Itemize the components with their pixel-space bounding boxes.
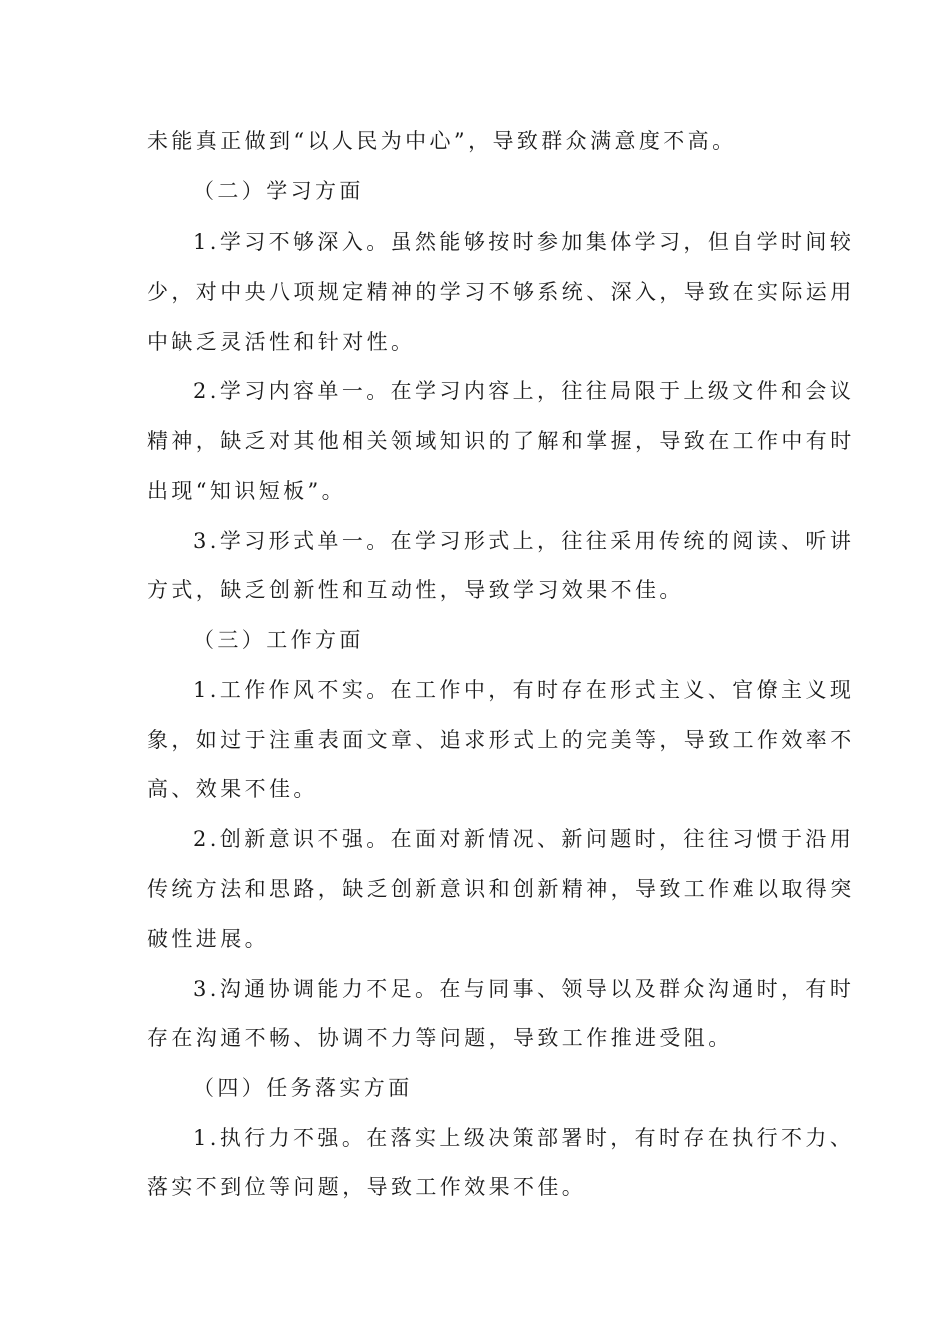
paragraph-line: 1.执行力不强。在落实上级决策部署时，有时存在执行不力、 [193, 1126, 855, 1150]
paragraph-line: 3.沟通协调能力不足。在与同事、领导以及群众沟通时，有时 [193, 977, 855, 1001]
paragraph-line: 方式，缺乏创新性和互动性，导致学习效果不佳。 [147, 578, 684, 602]
paragraph-line: 1.学习不够深入。虽然能够按时参加集体学习，但自学时间较 [193, 230, 855, 254]
paragraph-line: 存在沟通不畅、协调不力等问题，导致工作推进受阻。 [147, 1026, 733, 1050]
paragraph-line: 落实不到位等问题，导致工作效果不佳。 [147, 1175, 587, 1199]
section-heading: （三）工作方面 [193, 628, 364, 652]
paragraph-line: 2.学习内容单一。在学习内容上，往往局限于上级文件和会议 [193, 379, 855, 403]
paragraph-line: 2.创新意识不强。在面对新情况、新问题时，往往习惯于沿用 [193, 827, 855, 851]
paragraph-line: 中缺乏灵活性和针对性。 [147, 330, 416, 354]
section-heading: （四）任务落实方面 [193, 1076, 413, 1100]
paragraph-line: 出现“知识短板”。 [147, 479, 347, 503]
paragraph-line: 少，对中央八项规定精神的学习不够系统、深入，导致在实际运用 [147, 280, 855, 304]
paragraph-line: 高、效果不佳。 [147, 777, 318, 801]
paragraph-line: 未能真正做到“以人民为中心”，导致群众满意度不高。 [147, 129, 737, 153]
paragraph-line: 精神，缺乏对其他相关领域知识的了解和掌握，导致在工作中有时 [147, 429, 855, 453]
section-heading: （二）学习方面 [193, 179, 364, 203]
paragraph-line: 3.学习形式单一。在学习形式上，往往采用传统的阅读、听讲 [193, 529, 855, 553]
paragraph-line: 传统方法和思路，缺乏创新意识和创新精神，导致工作难以取得突 [147, 877, 855, 901]
paragraph-line: 象，如过于注重表面文章、追求形式上的完美等，导致工作效率不 [147, 728, 855, 752]
paragraph-line: 1.工作作风不实。在工作中，有时存在形式主义、官僚主义现 [193, 678, 855, 702]
paragraph-line: 破性进展。 [147, 927, 269, 951]
